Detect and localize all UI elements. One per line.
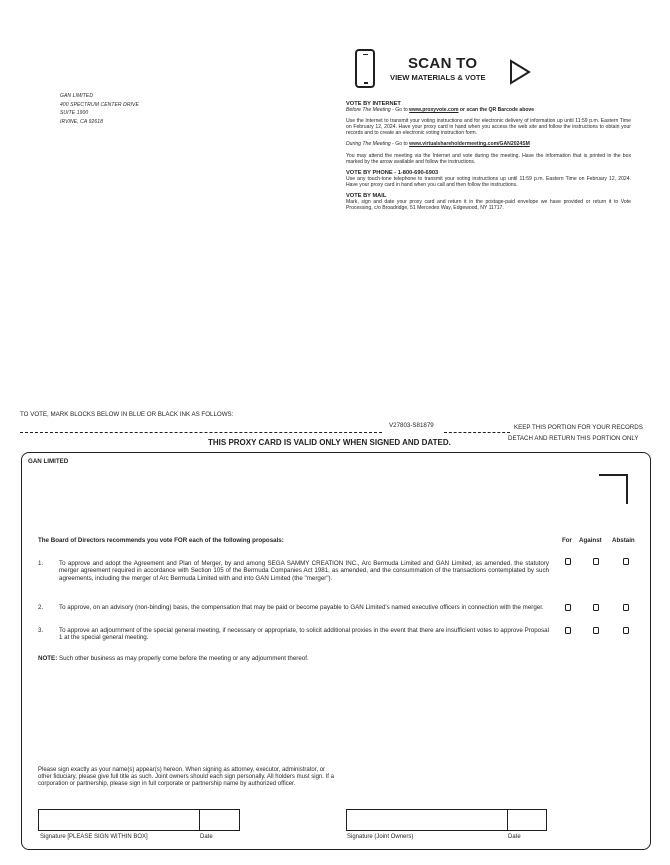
corner-mark [599,474,628,476]
column-abstain: Abstain [612,537,635,544]
vote-internet-heading: VOTE BY INTERNET [346,101,401,107]
mark-instructions: TO VOTE, MARK BLOCKS BELOW IN BLUE OR BLACK INK AS FOLLOWS: [20,411,234,418]
proposal-number: 2. [38,604,44,611]
arrow-right-icon [509,59,531,85]
cut-line [20,432,382,433]
return-address-line: IRVINE, CA 92618 [60,118,104,125]
proposal-2-abstain-checkbox[interactable] [623,604,629,611]
during-meeting-label: During The Meeting [346,141,391,148]
proposal-text: To approve and adopt the Agreement and Plan of Merger, by and among SEGA SAMMY CREATION INC., Arc Bermuda Limited and GAN Limited, as amended, the statutory merger agreement required in accordance with Section 105 of the Bermuda Companies Act 1981, as amended, and the consummation of the transactions contemplated by such agreements, including the merger of Arc Bermuda Limited with and into GAN Limited (the "merger"). [59,560,549,582]
valid-notice: THIS PROXY CARD IS VALID ONLY WHEN SIGNED AND DATED. [208,438,451,447]
phone-icon [355,49,375,88]
vote-internet-body: Use the Internet to transmit your voting instructions and for electronic delivery of information up until 11:59 p.m. Eastern Time on February 12, 2024. Have your proxy card in hand when you access the web site and follow the instructions to obtain your records and to create an electronic voting instruction form. [346,118,631,137]
proposal-2-for-checkbox[interactable] [565,604,571,611]
return-address-line: GAN LIMITED [60,93,94,99]
signing-instructions: Please sign exactly as your name(s) appear(s) hereon. When signing as attorney, executor, administrator, or other fiduciary, please give full title as such. Joint owners should each sign personally. All holders must sign. If a corporation or partnership, please sign in full corporate or partnership name by authorized officer. [38,767,334,788]
keep-portion-label: KEEP THIS PORTION FOR YOUR RECORDS [514,424,643,431]
note-label: NOTE: [38,655,58,662]
proposal-number: 1. [38,560,44,567]
proposal-3-for-checkbox[interactable] [565,627,571,634]
corner-mark [626,474,628,504]
before-meeting-mid: - Go to [390,107,410,114]
scan-subtitle: VIEW MATERIALS & VOTE [390,73,486,82]
proposal-1-for-checkbox[interactable] [565,558,571,565]
vote-phone-heading: VOTE BY PHONE - 1-800-690-6903 [346,169,439,176]
column-for: For [562,537,572,544]
during-meeting-mid: - Go to [390,141,410,148]
proposal-text: To approve, on an advisory (non-binding) basis, the compensation that may be paid or become payable to GAN Limited's named executive officers in connection with the merger. [59,604,544,611]
proposal-text: To approve an adjournment of the special general meeting, if necessary or appropriate, to solicit additional proxies in the event that there are insufficient votes to approve Proposal 1 at the special general meeting. [59,627,549,642]
note [38,655,309,662]
signature-box[interactable] [38,809,200,831]
joint-date-label: Date [508,834,521,840]
vote-phone-body: Use any touch-tone telephone to transmit your voting instructions up until 11:59 p.m. Eastern Time on February 12, 2024. Have your proxy card in hand when you call and then follow the instructions. [346,175,631,188]
date-label: Date [200,834,213,840]
signature-label: Signature [PLEASE SIGN WITHIN BOX] [40,834,148,840]
joint-signature-label: Signature (Joint Owners) [347,834,414,840]
note-text: Such other business as may properly come before the meeting or any adjournment thereof. [57,655,309,662]
vote-mail-body: Mark, sign and date your proxy card and return it in the postage-paid envelope we have provided or return it to Vote Processing, c/o Broadridge, 51 Mercedes Way, Edgewood, NY 11717. [346,199,631,212]
scan-title: SCAN TO [408,55,478,72]
return-address-line: 400 SPECTRUM CENTER DRIVE [60,101,139,108]
return-address-line: SUITE 1900 [60,110,89,117]
vote-during-body: You may attend the meeting via the Internet and vote during the meeting. Have the information that is printed in the box marked by the arrow available and follow the instructions. [346,152,631,165]
proposal-2-against-checkbox[interactable] [593,604,599,611]
card-company-name: GAN LIMITED [28,458,69,465]
joint-date-box[interactable] [507,809,547,831]
column-against: Against [579,537,602,544]
return-address [60,92,139,126]
detach-portion-label: DETACH AND RETURN THIS PORTION ONLY [508,435,639,442]
before-meeting-tail: or scan the QR Barcode above [458,107,535,114]
proposal-3-against-checkbox[interactable] [593,627,599,634]
proxy-card [21,452,651,850]
board-recommendation: The Board of Directors recommends you vote FOR each of the following proposals: [38,537,284,544]
before-meeting-label: Before The Meeting [346,107,391,114]
voting-instructions [346,101,631,211]
proxyvote-link[interactable]: www.proxyvote.com [409,107,459,114]
proposal-3-abstain-checkbox[interactable] [623,627,629,634]
date-box[interactable] [199,809,240,831]
proposal-number: 3. [38,627,44,634]
cut-line [444,432,510,433]
proposal-1-abstain-checkbox[interactable] [623,558,629,565]
control-code: V27803-S81879 [389,422,434,429]
joint-signature-box[interactable] [346,809,508,831]
virtual-meeting-link[interactable]: www.virtualshareholdermeeting.com/GAN2024SM [409,141,530,148]
proposal-1-against-checkbox[interactable] [593,558,599,565]
vote-mail-heading: VOTE BY MAIL [346,193,387,200]
